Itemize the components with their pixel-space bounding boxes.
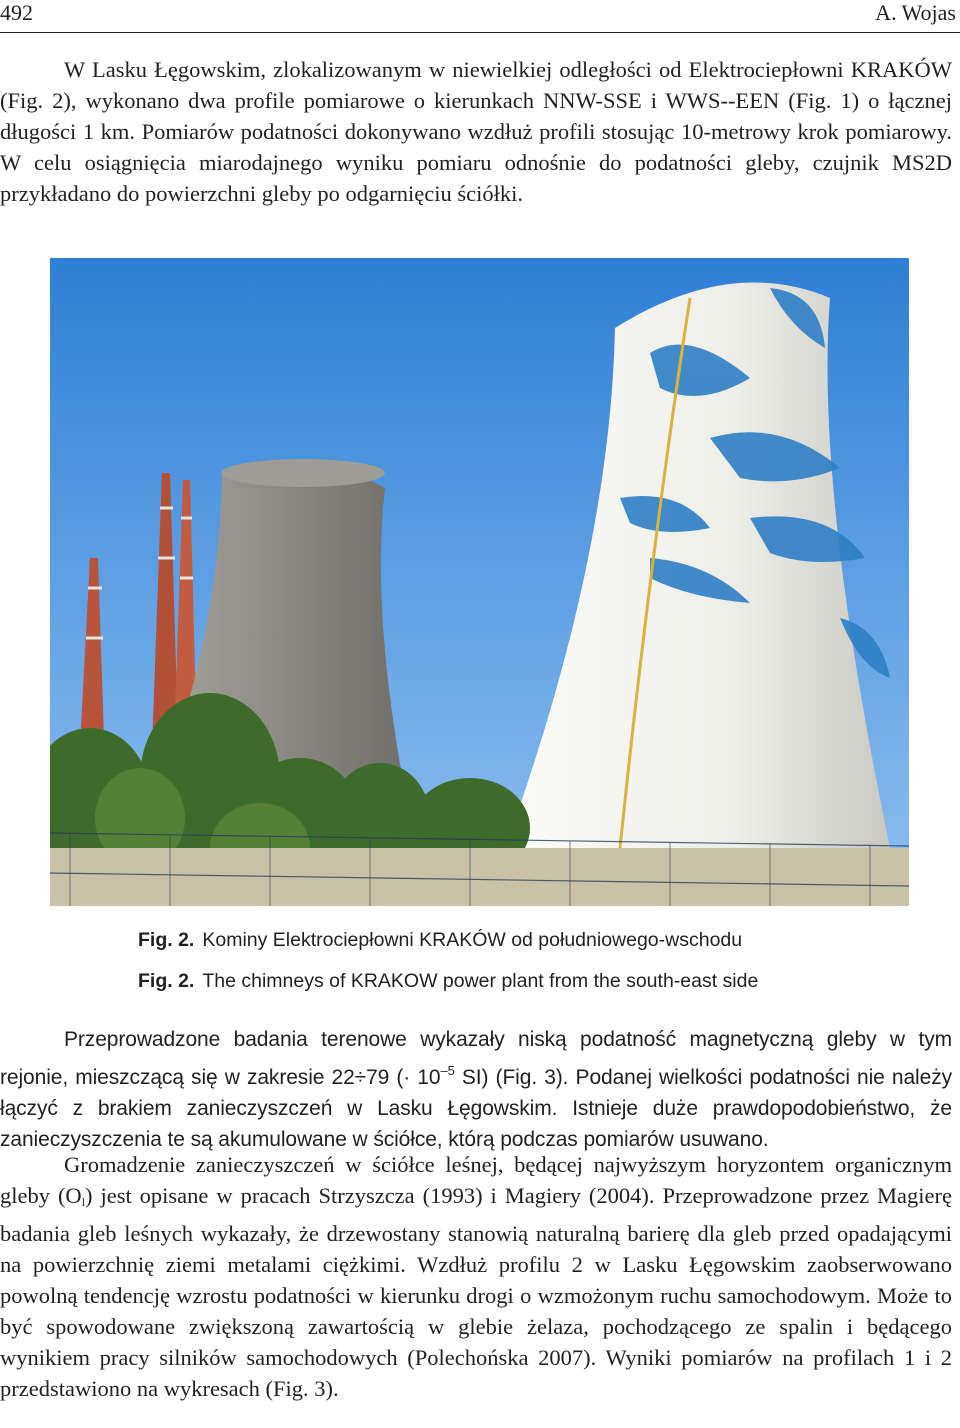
figure-caption-polish bbox=[138, 928, 918, 952]
figure-caption-label: Fig. 2. bbox=[138, 970, 195, 992]
figure-caption-english bbox=[138, 969, 918, 993]
running-head: A. Wojas bbox=[875, 0, 956, 25]
paragraph-results-text-a: Przeprowadzone badania terenowe wykazały niską podatność magnetyczną gleby w tym rejonie, mieszczącą się w zakresie 22÷79 (· 10 bbox=[0, 1028, 952, 1089]
paragraph-intro-text: W Lasku Łęgowskim, zlokalizowanym w niewielkiej odległości od Elektrociepłowni KRAKÓW (Fig. 2), wykonano dwa profile pomiarowe o kierunkach NNW-SSE i WWS--EEN (Fig. 1) o łącznej długości 1 km. Pomiarów podatności dokonywano wzdłuż profili stosując 10-metrowy krok pomiarowy. W celu osiągnięcia miarodajnego wyniku pomiaru odnośnie do podatności gleby, czujnik MS2D przykładano do powierzchni gleby po odgarnięciu ściółki. bbox=[0, 57, 952, 206]
paragraph-results-text-b: SI) (Fig. 3). Podanej wielkości podatności nie należy łączyć z brakiem zanieczyszczeń w Lasku Łęgowskim. Istnieje duże prawdopodobieństwo, że zanieczyszczenia te są akumulowane w ściółce, którą podczas pomiarów usuwano. bbox=[0, 1066, 953, 1151]
figure-caption-text: Kominy Elektrociepłowni KRAKÓW od południowego-wschodu bbox=[202, 929, 743, 951]
paragraph-results bbox=[0, 1024, 952, 1155]
figure-photo-cooling-towers bbox=[50, 258, 909, 906]
paragraph-intro bbox=[0, 54, 952, 209]
horizon-subscript: l bbox=[81, 1195, 86, 1209]
page-header bbox=[0, 0, 960, 33]
paragraph-litter-text-b: ) jest opisane w pracach Strzyszcza (1993) i Magiery (2004). Przeprowadzone przez Magierę badania gleb leśnych wykazały, że drzewostany stanowią naturalną barierę dla gleb przed opadającymi na powierzchnię ziemi metalami ciężkimi. Wzdłuż profilu 2 w Lasku Łęgowskim zaobserwowano powolną tendencję wzrostu podatności w kierunku drogi o wzmożonym ruchu samochodowym. Może to być spowodowane zwiększoną zawartością w glebie żelaza, pochodzącego ze spalin i będącego wynikiem pracy silników samochodowych (Polechońska 2007). Wyniki pomiarów na profilach 1 i 2 przedstawiono na wykresach (Fig. 3). bbox=[0, 1183, 952, 1401]
paragraph-litter-text-a: Gromadzenie zanieczyszczeń w ściółce leśnej, będącej najwyższym horyzontem organicznym gleby (O bbox=[0, 1152, 952, 1208]
exponent: –5 bbox=[440, 1063, 455, 1078]
figure-caption-label: Fig. 2. bbox=[138, 929, 195, 951]
page-number: 492 bbox=[0, 0, 33, 25]
figure-caption-text: The chimneys of KRAKOW power plant from the south-east side bbox=[202, 970, 759, 992]
paragraph-litter bbox=[0, 1149, 952, 1404]
